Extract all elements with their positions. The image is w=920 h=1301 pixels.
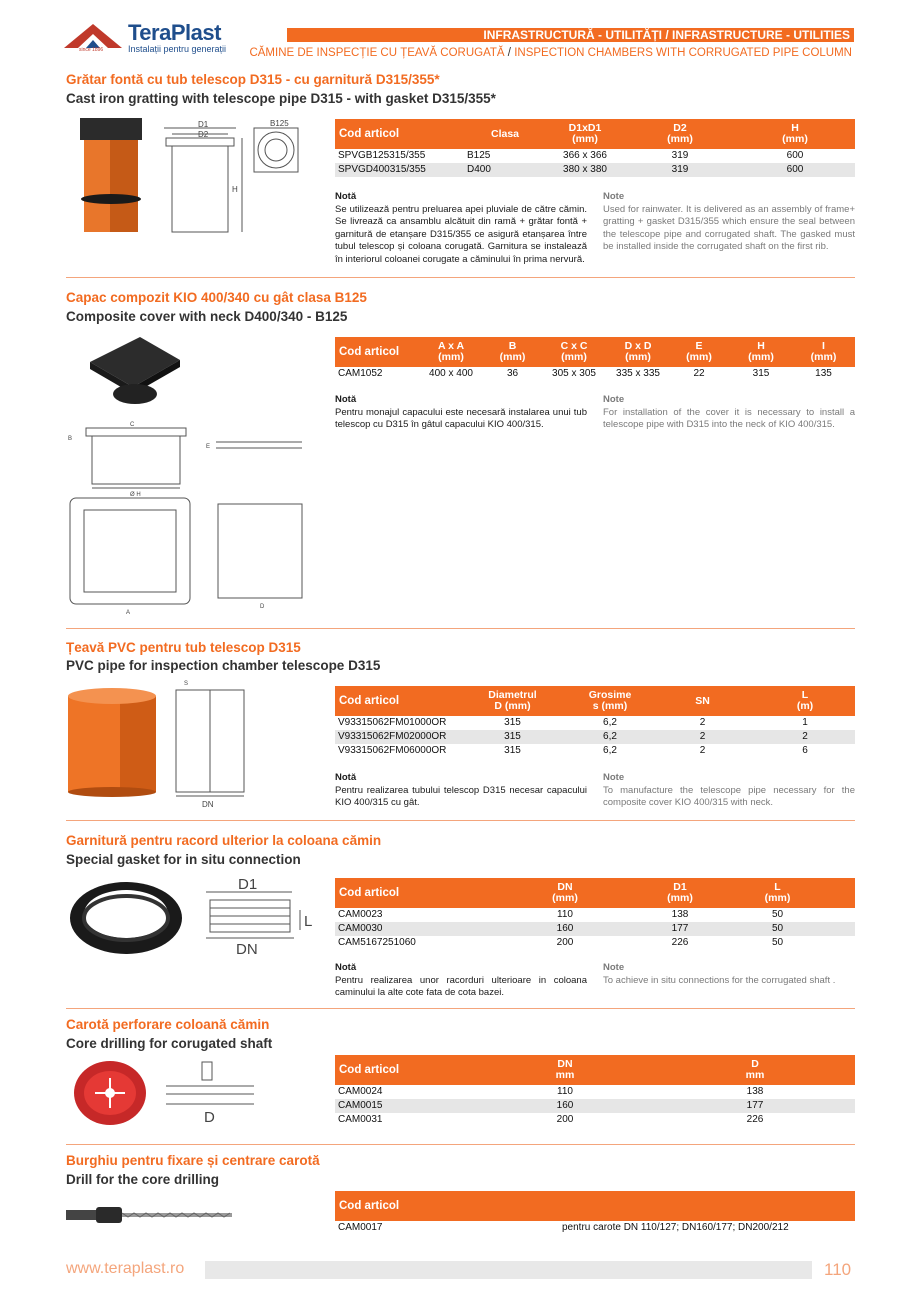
header-sub-en: INSPECTION CHAMBERS WITH CORRUGATED PIPE COLUMN: [514, 47, 852, 59]
th-cod: Cod articol: [335, 686, 455, 716]
grating-label-d2: D2: [198, 130, 209, 139]
th-cod: Cod articol: [335, 878, 470, 908]
section-3-note-en: Note To manufacture the telescope pipe necessary for the composite cover KIO 400/315 with neck.: [603, 772, 855, 808]
footer-bar: [205, 1261, 812, 1279]
core-drill-label-d: D: [204, 1109, 215, 1126]
section-2-title-ro: Capac compozit KIO 400/340 cu gât clasa B125: [66, 290, 367, 305]
section-4-note-en: Note To achieve in situ connections for the corrugated shaft .: [603, 962, 836, 986]
table-drill-bit: [335, 1191, 855, 1235]
th-sn: SN: [650, 686, 755, 716]
pvc-pipe-image: [66, 686, 158, 798]
table-row: CAM5167251060 200 226 50: [338, 937, 784, 948]
th-h: H (mm): [735, 119, 855, 149]
pipe-label-s: S: [184, 681, 189, 687]
section-4-title-ro: Garnitură pentru racord ulterior la coloana cămin: [66, 833, 382, 848]
th-l: L (m): [755, 686, 855, 716]
th-d: D mm: [655, 1055, 855, 1085]
table-row: CAM1052 400 x 400 36 305 x 305 335 x 335 22 315 135: [338, 368, 832, 379]
section-1-note-ro: Notă Se utilizează pentru preluarea apei pluviale de către cămin. Se livrează ca ansamblu alcătuit din ramă + grătar fontă + garnitură de etanșare D315/355 ce asigură etanșarea între tubul telescop și coloana corugată. Garnitura se instalează în interiorul coloanei corugate a căminului în prima nervură.: [335, 191, 587, 265]
th-dn: DN mm: [475, 1055, 655, 1085]
grating-technical-drawing: [160, 118, 300, 240]
section-divider: [66, 277, 855, 278]
section-divider: [66, 1144, 855, 1145]
gasket-drawing: [196, 874, 320, 958]
table-row: SPVGB125315/355 B125 366 x 366 319 600: [338, 150, 804, 161]
cover-label-e: E: [206, 444, 211, 450]
section-2-note-ro: Notă Pentru monajul capacului este necesară instalarea unui tub telescop cu D315 în gâtul capacului KIO 400/315.: [335, 394, 587, 430]
th-d2: D2 (mm): [625, 119, 735, 149]
th-i: I (mm): [792, 337, 855, 367]
footer-url[interactable]: www.teraplast.ro: [66, 1260, 185, 1277]
section-5-title-ro: Carotă perforare coloană cămin: [66, 1017, 270, 1032]
table-composite-cover: [335, 337, 855, 381]
footer-page-number: 110: [824, 1260, 852, 1279]
table-gasket: [335, 878, 855, 950]
pipe-label-dn: DN: [202, 800, 214, 809]
brand-name: TeraPlast: [128, 20, 221, 45]
th-d1xd1: D1xD1 (mm): [545, 119, 625, 149]
core-drill-drawing: [164, 1060, 256, 1130]
table-row: V93315062FM01000OR 315 6,2 2 1: [338, 717, 808, 728]
table-row: V93315062FM06000OR 315 6,2 2 6: [338, 745, 808, 756]
gasket-label-l: L: [304, 913, 313, 930]
section-divider: [66, 628, 855, 629]
section-3-title-ro: Țeavă PVC pentru tub telescop D315: [66, 640, 301, 655]
th-cod: Cod articol: [335, 1055, 475, 1085]
grating-label-class: B125: [270, 119, 289, 128]
section-4-title-en: Special gasket for in situ connection: [66, 852, 301, 867]
section-3-note-ro: Notă Pentru realizarea tubului telescop D315 necesar capacului KIO 400/315 cu gât.: [335, 772, 587, 808]
th-b: B (mm): [485, 337, 540, 367]
th-dn: DN (mm): [470, 878, 660, 908]
section-4-note-ro: Notă Pentru realizarea unor racorduri ulterioare in coloana caminului la alte cote fata de cota bazei.: [335, 962, 587, 998]
grating-label-d1: D1: [198, 120, 209, 129]
section-1-title-en: Cast iron gratting with telescope pipe D315 - with gasket D315/355*: [66, 91, 496, 106]
brand-tagline: Instalații pentru generații: [128, 44, 227, 54]
header-sub-sep: /: [504, 47, 515, 59]
grating-product-image: [66, 118, 154, 236]
th-d1: D1 (mm): [660, 878, 700, 908]
th-e: E (mm): [668, 337, 730, 367]
header-category: INFRASTRUCTURĂ - UTILITĂȚI / INFRASTRUCTURE - UTILITIES: [483, 28, 850, 42]
cover-label-d: D: [260, 604, 265, 610]
table-row: CAM0015 160 177: [335, 1099, 855, 1113]
table-core-drill: [335, 1055, 855, 1127]
th-h: H (mm): [730, 337, 792, 367]
th-dxd: D x D (mm): [608, 337, 668, 367]
brand-logo-icon: [64, 22, 122, 48]
table-grating: [335, 119, 855, 177]
th-cod: Cod articol: [335, 1191, 855, 1221]
header-category-bar: [287, 28, 854, 42]
section-6-title-ro: Burghiu pentru fixare și centrare carotă: [66, 1153, 320, 1168]
cover-label-oh: Ø H: [130, 492, 141, 498]
cover-label-a: A: [126, 610, 131, 616]
section-1-note-en: Note Used for rainwater. It is delivered as an assembly of frame+ gratting + gasket D315/355 which ensure the seal between the telescope pipe and corrugated shaft. The gasked must be installed inside the corrugated shaft on the first rib.: [603, 191, 855, 252]
table-row: CAM0017 pentru carote DN 110/127; DN160/177; DN200/212: [338, 1222, 789, 1233]
table-row: SPVGD400315/355 D400 380 x 380 319 600: [335, 163, 855, 177]
table-row: V93315062FM02000OR 315 6,2 2 2: [335, 730, 855, 744]
cover-label-c: C: [130, 422, 135, 428]
section-2-note-en: Note For installation of the cover it is necessary to install a telescope pipe with D315 into the neck of KIO 400/315.: [603, 394, 855, 430]
drill-bit-image: [66, 1204, 234, 1226]
table-row: CAM0031 200 226: [338, 1114, 764, 1125]
th-diametrul: Diametrul D (mm): [455, 686, 570, 716]
section-1-title-ro: Grătar fontă cu tub telescop D315 - cu garnitură D315/355*: [66, 72, 440, 87]
section-divider: [66, 1008, 855, 1009]
table-pvc-pipe: [335, 686, 855, 758]
gasket-label-d1: D1: [238, 876, 258, 893]
gasket-image: [66, 878, 186, 960]
th-l: L (mm): [700, 878, 855, 908]
gasket-label-dn: DN: [236, 941, 258, 958]
section-divider: [66, 820, 855, 821]
table-row: CAM0030 160 177 50: [335, 922, 855, 936]
th-cxc: C x C (mm): [540, 337, 608, 367]
table-row: CAM0024 110 138: [338, 1086, 764, 1097]
header-subtitle: [249, 47, 852, 59]
th-cod: Cod articol: [335, 337, 417, 367]
core-drill-image: [70, 1058, 156, 1128]
composite-cover-drawing: [64, 418, 304, 618]
section-6-title-en: Drill for the core drilling: [66, 1172, 220, 1187]
grating-label-h: H: [232, 185, 238, 194]
brand-since: since 1896: [79, 47, 104, 53]
th-clasa: Clasa: [465, 119, 545, 149]
cover-label-b: B: [68, 436, 73, 442]
section-5-title-en: Core drilling for corugated shaft: [66, 1036, 273, 1051]
composite-cover-image: [85, 332, 185, 412]
header-sub-ro: CĂMINE DE INSPECȚIE CU ȚEAVĂ CORUGATĂ: [249, 47, 505, 59]
th-axa: A x A (mm): [417, 337, 485, 367]
table-row: CAM0023 110 138 50: [338, 909, 784, 920]
pvc-pipe-drawing: [166, 676, 250, 810]
th-grosime: Grosime s (mm): [570, 686, 650, 716]
section-2-title-en: Composite cover with neck D400/340 - B125: [66, 309, 348, 324]
section-3-title-en: PVC pipe for inspection chamber telescope D315: [66, 658, 381, 673]
th-cod: Cod articol: [335, 119, 465, 149]
